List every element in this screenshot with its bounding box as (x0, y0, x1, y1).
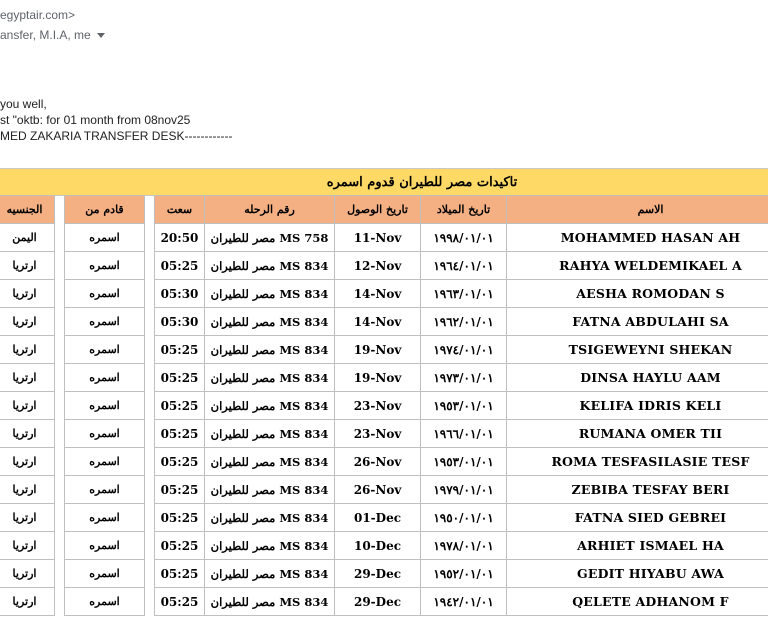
cell-nationality: ارتريا (0, 280, 55, 308)
cell-flight: MS 834 مصر للطيران (205, 336, 335, 364)
cell-origin: اسمره (65, 364, 145, 392)
cell-flight: MS 834 مصر للطيران (205, 504, 335, 532)
cell-gap (145, 336, 155, 364)
col-flight: رقم الرحله (205, 196, 335, 224)
cell-time: 05:25 (155, 504, 205, 532)
cell-birth: ١٩٤٢/٠١/٠١ (421, 588, 507, 616)
cell-nationality: ارتريا (0, 504, 55, 532)
cell-origin: اسمره (65, 560, 145, 588)
cell-nationality: ارتريا (0, 532, 55, 560)
cell-gap (55, 588, 65, 616)
cell-time: 20:50 (155, 224, 205, 252)
cell-gap (55, 280, 65, 308)
cell-gap (145, 532, 155, 560)
cell-birth: ١٩٦٣/٠١/٠١ (421, 280, 507, 308)
cell-name: TSIGEWEYNI SHEKAN (507, 336, 768, 364)
cell-gap (145, 560, 155, 588)
cell-arrival: 29-Dec (335, 560, 421, 588)
cell-gap (55, 308, 65, 336)
cell-nationality: ارتريا (0, 252, 55, 280)
cell-time: 05:30 (155, 280, 205, 308)
body-line: you well, (0, 97, 47, 111)
cell-gap (145, 280, 155, 308)
cell-birth: ١٩٦٦/٠١/٠١ (421, 420, 507, 448)
cell-nationality: ارتريا (0, 448, 55, 476)
cell-origin: اسمره (65, 448, 145, 476)
cell-time: 05:25 (155, 336, 205, 364)
cell-origin: اسمره (65, 280, 145, 308)
cell-gap (145, 308, 155, 336)
body-line: st "oktb: for 01 month from 08nov25 (0, 113, 191, 127)
table-row (0, 504, 768, 532)
cell-flight: MS 834 مصر للطيران (205, 308, 335, 336)
cell-flight: MS 834 مصر للطيران (205, 252, 335, 280)
recipients-label: ansfer, M.I.A, me (0, 28, 91, 42)
table-banner (0, 168, 768, 196)
cell-nationality: ارتريا (0, 308, 55, 336)
cell-origin: اسمره (65, 588, 145, 616)
table-row (0, 476, 768, 504)
cell-name: MOHAMMED HASAN AH (507, 224, 768, 252)
table-row (0, 280, 768, 308)
cell-arrival: 14-Nov (335, 280, 421, 308)
cell-arrival: 12-Nov (335, 252, 421, 280)
cell-arrival: 26-Nov (335, 476, 421, 504)
table-row (0, 560, 768, 588)
cell-nationality: اليمن (0, 224, 55, 252)
table-row (0, 364, 768, 392)
cell-flight: MS 834 مصر للطيران (205, 560, 335, 588)
cell-arrival: 01-Dec (335, 504, 421, 532)
cell-arrival: 19-Nov (335, 364, 421, 392)
cell-name: RAHYA WELDEMIKAEL A (507, 252, 768, 280)
cell-name: GEDIT HIYABU AWA (507, 560, 768, 588)
table-row (0, 420, 768, 448)
cell-arrival: 23-Nov (335, 420, 421, 448)
cell-time: 05:25 (155, 252, 205, 280)
cell-birth: ١٩٩٨/٠١/٠١ (421, 224, 507, 252)
cell-origin: اسمره (65, 336, 145, 364)
col-nationality: الجنسيه (0, 196, 55, 224)
cell-birth: ١٩٥٣/٠١/٠١ (421, 392, 507, 420)
cell-flight: MS 834 مصر للطيران (205, 532, 335, 560)
cell-nationality: ارتريا (0, 476, 55, 504)
email-body (0, 96, 232, 144)
cell-name: DINSA HAYLU AAM (507, 364, 768, 392)
cell-arrival: 14-Nov (335, 308, 421, 336)
cell-origin: اسمره (65, 504, 145, 532)
cell-gap (145, 448, 155, 476)
cell-nationality: ارتريا (0, 560, 55, 588)
col-origin: قادم من (65, 196, 145, 224)
table-row (0, 588, 768, 616)
table-row (0, 308, 768, 336)
cell-gap (55, 392, 65, 420)
cell-arrival: 10-Dec (335, 532, 421, 560)
table-banner-title: تاكيدات مصر للطيران قدوم اسمره (326, 174, 518, 190)
cell-gap (145, 588, 155, 616)
cell-gap (55, 252, 65, 280)
cell-name: ZEBIBA TESFAY BERI (507, 476, 768, 504)
cell-time: 05:25 (155, 560, 205, 588)
col-time: سعت (155, 196, 205, 224)
cell-gap (55, 420, 65, 448)
cell-flight: MS 834 مصر للطيران (205, 420, 335, 448)
cell-name: ROMA TESFASILASIE TESF (507, 448, 768, 476)
confirmations-table-container (0, 168, 768, 622)
cell-gap (145, 252, 155, 280)
table-row (0, 252, 768, 280)
cell-nationality: ارتريا (0, 392, 55, 420)
cell-arrival: 26-Nov (335, 448, 421, 476)
cell-flight: MS 834 مصر للطيران (205, 392, 335, 420)
cell-gap (55, 224, 65, 252)
cell-gap (55, 560, 65, 588)
cell-flight: MS 834 مصر للطيران (205, 280, 335, 308)
cell-birth: ١٩٧٤/٠١/٠١ (421, 336, 507, 364)
cell-gap (55, 476, 65, 504)
cell-flight: MS 834 مصر للطيران (205, 448, 335, 476)
cell-gap (145, 392, 155, 420)
body-line: MED ZAKARIA TRANSFER DESK------------ (0, 129, 233, 143)
cell-origin: اسمره (65, 476, 145, 504)
cell-gap (145, 420, 155, 448)
cell-birth: ١٩٥٢/٠١/٠١ (421, 560, 507, 588)
cell-time: 05:30 (155, 308, 205, 336)
cell-name: QELETE ADHANOM F (507, 588, 768, 616)
table-row (0, 336, 768, 364)
cell-birth: ١٩٦٤/٠١/٠١ (421, 252, 507, 280)
cell-birth: ١٩٥٠/٠١/٠١ (421, 504, 507, 532)
cell-name: FATNA SIED GEBREI (507, 504, 768, 532)
table-row (0, 532, 768, 560)
cell-gap (145, 224, 155, 252)
cell-arrival: 23-Nov (335, 392, 421, 420)
cell-arrival: 11-Nov (335, 224, 421, 252)
cell-time: 05:25 (155, 392, 205, 420)
cell-gap (145, 504, 155, 532)
cell-origin: اسمره (65, 224, 145, 252)
cell-flight: MS 834 مصر للطيران (205, 588, 335, 616)
cell-name: FATNA ABDULAHI SA (507, 308, 768, 336)
col-birth: تاريخ الميلاد (421, 196, 507, 224)
table-row (0, 448, 768, 476)
col-gap (145, 196, 155, 224)
table-row (0, 392, 768, 420)
cell-name: ARHIET ISMAEL HA (507, 532, 768, 560)
cell-birth: ١٩٧٣/٠١/٠١ (421, 364, 507, 392)
cell-nationality: ارتريا (0, 336, 55, 364)
cell-time: 05:25 (155, 448, 205, 476)
cell-gap (55, 532, 65, 560)
cell-arrival: 19-Nov (335, 336, 421, 364)
cell-flight: MS 758 مصر للطيران (205, 224, 335, 252)
cell-flight: MS 834 مصر للطيران (205, 364, 335, 392)
col-gap (55, 196, 65, 224)
cell-name: RUMANA OMER TII (507, 420, 768, 448)
cell-gap (55, 336, 65, 364)
cell-gap (55, 448, 65, 476)
table-header-row (0, 196, 768, 224)
cell-name: AESHA ROMODAN S (507, 280, 768, 308)
cell-origin: اسمره (65, 308, 145, 336)
cell-time: 05:25 (155, 420, 205, 448)
cell-birth: ١٩٧٨/٠١/٠١ (421, 532, 507, 560)
cell-birth: ١٩٦٢/٠١/٠١ (421, 308, 507, 336)
sender-address: egyptair.com> (0, 8, 76, 22)
cell-time: 05:25 (155, 588, 205, 616)
col-arrival: تاريخ الوصول (335, 196, 421, 224)
cell-origin: اسمره (65, 420, 145, 448)
recipients-toggle[interactable] (0, 28, 105, 42)
cell-gap (55, 504, 65, 532)
cell-origin: اسمره (65, 392, 145, 420)
cell-nationality: ارتريا (0, 588, 55, 616)
cell-birth: ١٩٧٩/٠١/٠١ (421, 476, 507, 504)
cell-nationality: ارتريا (0, 420, 55, 448)
cell-nationality: ارتريا (0, 364, 55, 392)
cell-time: 05:25 (155, 476, 205, 504)
cell-name: KELIFA IDRIS KELI (507, 392, 768, 420)
cell-gap (145, 476, 155, 504)
table-row (0, 224, 768, 252)
cell-arrival: 29-Dec (335, 588, 421, 616)
cell-time: 05:25 (155, 364, 205, 392)
confirmations-table (0, 195, 768, 616)
cell-gap (55, 364, 65, 392)
cell-flight: MS 834 مصر للطيران (205, 476, 335, 504)
cell-origin: اسمره (65, 532, 145, 560)
cell-origin: اسمره (65, 252, 145, 280)
col-name: الاسم (507, 196, 768, 224)
cell-gap (145, 364, 155, 392)
cell-time: 05:25 (155, 532, 205, 560)
chevron-down-icon[interactable] (97, 33, 105, 38)
cell-birth: ١٩٥٣/٠١/٠١ (421, 448, 507, 476)
